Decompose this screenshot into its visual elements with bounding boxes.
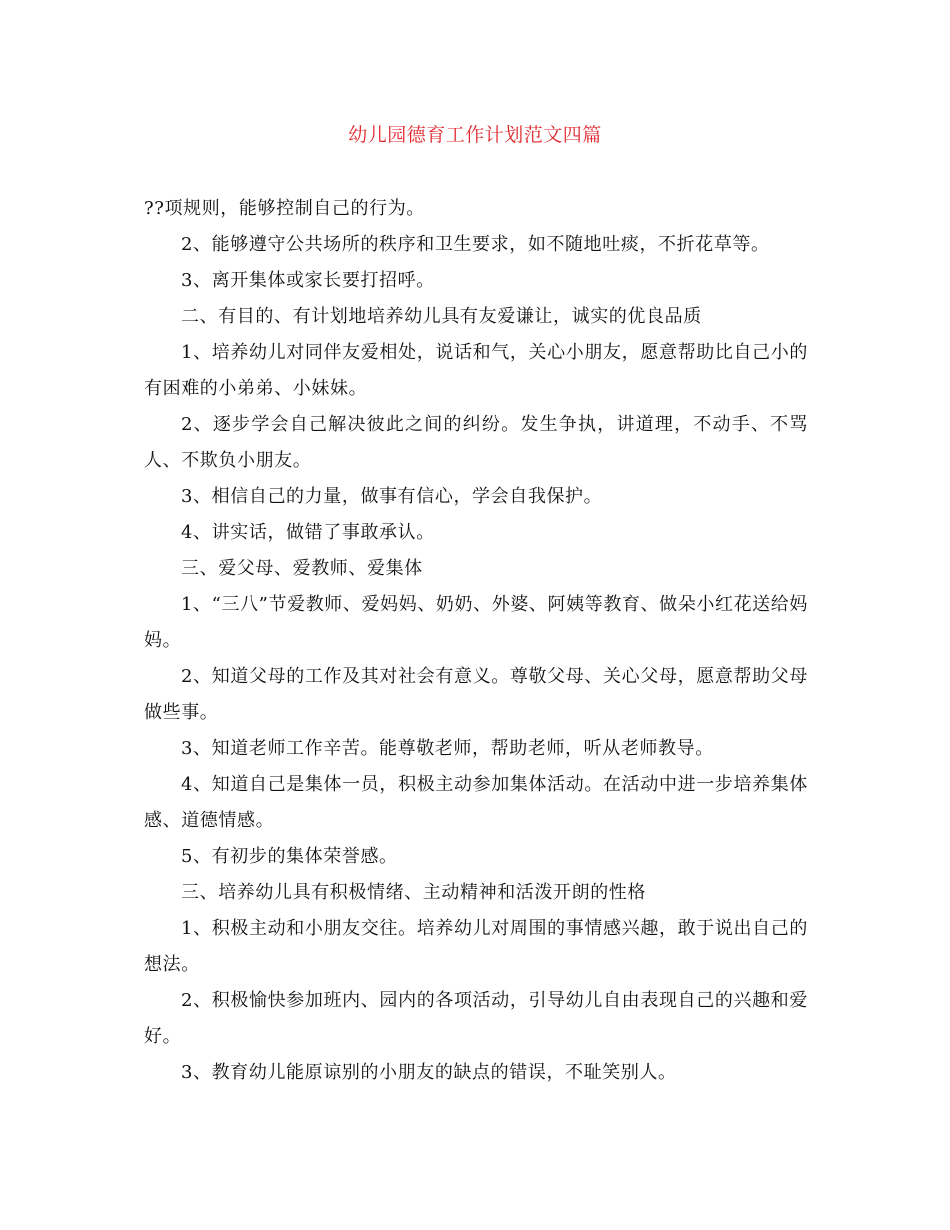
paragraph: 3、相信自己的力量，做事有信心，学会自我保护。 xyxy=(181,486,603,507)
document-body xyxy=(144,191,808,1091)
paragraph: 4、讲实话，做错了事敢承认。 xyxy=(181,522,435,543)
paragraph: 二、有目的、有计划地培养幼儿具有友爱谦让，诚实的优良品质 xyxy=(181,306,702,327)
paragraph: ??项规则，能够控制自己的行为。 xyxy=(144,198,425,219)
paragraph: 2、积极愉快参加班内、园内的各项活动，引导幼儿自由表现自己的兴趣和爱好。 xyxy=(144,990,808,1047)
paragraph: 5、有初步的集体荣誉感。 xyxy=(181,846,398,867)
paragraph: 2、知道父母的工作及其对社会有意义。尊敬父母、关心父母，愿意帮助父母做些事。 xyxy=(144,666,808,723)
paragraph: 3、离开集体或家长要打招呼。 xyxy=(181,270,435,291)
paragraph: 1、培养幼儿对同伴友爱相处，说话和气，关心小朋友，愿意帮助比自己小的有困难的小弟弟、小妹妹。 xyxy=(144,342,808,399)
paragraph: 三、爱父母、爱教师、爱集体 xyxy=(181,558,423,579)
paragraph: 2、逐步学会自己解决彼此之间的纠纷。发生争执，讲道理，不动手、不骂人、不欺负小朋友。 xyxy=(144,414,808,471)
paragraph: 三、培养幼儿具有积极情绪、主动精神和活泼开朗的性格 xyxy=(181,882,646,903)
paragraph: 2、能够遵守公共场所的秩序和卫生要求，如不随地吐痰，不折花草等。 xyxy=(181,234,770,255)
paragraph: 1、积极主动和小朋友交往。培养幼儿对周围的事情感兴趣，敢于说出自己的想法。 xyxy=(144,918,808,975)
paragraph: 3、知道老师工作辛苦。能尊敬老师，帮助老师，听从老师教导。 xyxy=(181,738,714,759)
paragraph: 4、知道自己是集体一员，积极主动参加集体活动。在活动中进一步培养集体感、道德情感。 xyxy=(144,774,808,831)
paragraph: 3、教育幼儿能原谅别的小朋友的缺点的错误，不耻笑别人。 xyxy=(181,1062,677,1083)
page-title: 幼儿园德育工作计划范文四篇 xyxy=(348,124,602,146)
paragraph: 1、“三八”节爱教师、爱妈妈、奶奶、外婆、阿姨等教育、做朵小红花送给妈妈。 xyxy=(144,594,808,651)
